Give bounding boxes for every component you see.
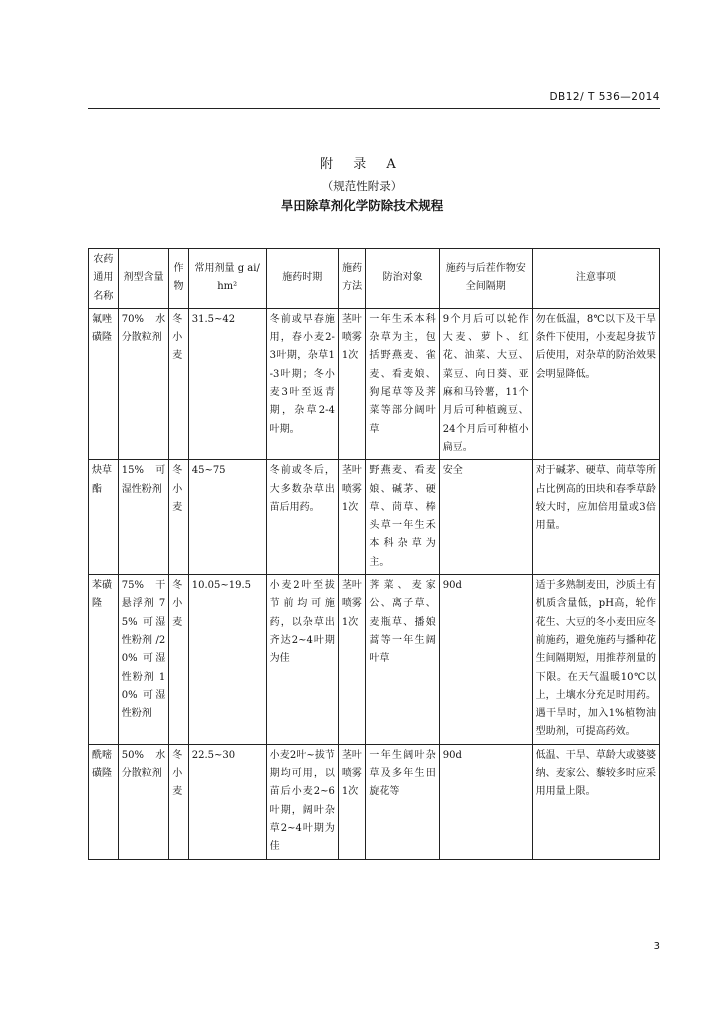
appendix-title: 附 录 A <box>320 157 404 172</box>
appendix-heading <box>0 156 724 215</box>
cell-notes: 对于碱茅、硬草、茼草等所占比例高的田块和春季草龄较大时，应加倍用量或3倍用量。 <box>532 460 659 575</box>
header-crop: 作物 <box>169 249 188 309</box>
header-notes: 注意事项 <box>532 249 659 309</box>
cell-dose: 10.05~19.5 <box>188 575 266 745</box>
cell-crop: 冬小麦 <box>169 460 188 575</box>
cell-formulation: 15% 可湿性粉剂 <box>118 460 168 575</box>
header-targets: 防治对象 <box>366 249 439 309</box>
table-row <box>89 308 660 459</box>
cell-method: 茎叶喷雾1次 <box>338 460 366 575</box>
cell-dose: 45~75 <box>188 460 266 575</box>
cell-formulation: 50% 水分散粒剂 <box>118 744 168 859</box>
cell-dose: 22.5~30 <box>188 744 266 859</box>
cell-interval: 安全 <box>439 460 532 575</box>
cell-notes: 低温、干旱、草龄大或婆婆纳、麦家公、藜较多时应采用用量上限。 <box>532 744 659 859</box>
header-pesticide-name: 农药通用名称 <box>89 249 119 309</box>
cell-timing: 小麦2叶至拔节前均可施药，以杂草出齐达2~4叶期为佳 <box>266 575 338 745</box>
cell-targets: 野燕麦、看麦娘、碱茅、硬草、茼草、棒头草一年生禾本科杂草为主。 <box>366 460 439 575</box>
cell-dose: 31.5~42 <box>188 308 266 459</box>
cell-timing: 冬前或早春施用，春小麦2-3叶期，杂草1-3叶期；冬小麦3叶至返青期，杂草2-4叶期。 <box>266 308 338 459</box>
header-interval: 施药与后茬作物安全间隔期 <box>439 249 532 309</box>
table-row <box>89 744 660 859</box>
cell-crop: 冬小麦 <box>169 308 188 459</box>
cell-crop: 冬小麦 <box>169 744 188 859</box>
header-method: 施药方法 <box>338 249 366 309</box>
cell-name: 酰嘧磺隆 <box>89 744 119 859</box>
header-timing: 施药时期 <box>266 249 338 309</box>
header-rule <box>88 108 660 109</box>
cell-targets: 一年生阔叶杂草及多年生田旋花等 <box>366 744 439 859</box>
cell-method: 茎叶喷雾1次 <box>338 575 366 745</box>
appendix-type: （规范性附录） <box>321 179 403 193</box>
cell-interval: 90d <box>439 744 532 859</box>
cell-notes: 适于多熟制麦田，沙质土有机质含量低，pH高，轮作花生、大豆的冬小麦田应冬前施药，避免施药与播种花生间隔期短，用推荐剂量的下限。在天气温暖10℃以上，土壤水分充足时用药。遇干旱时，加入1%植物油型助剂，可提高药效。 <box>532 575 659 745</box>
header-formulation: 剂型含量 <box>118 249 168 309</box>
herbicide-table <box>88 248 660 860</box>
table-header-row <box>89 249 660 309</box>
cell-name: 炔草酯 <box>89 460 119 575</box>
header-dose: 常用剂量 g ai/hm² <box>188 249 266 309</box>
page-number: 3 <box>653 941 660 952</box>
cell-timing: 小麦2叶~拔节期均可用，以苗后小麦2~6叶期，阔叶杂草2~4叶期为佳 <box>266 744 338 859</box>
cell-targets: 荠菜、麦家公、离子草、麦瓶草、播娘蒿等一年生阔叶草 <box>366 575 439 745</box>
cell-crop: 冬小麦 <box>169 575 188 745</box>
cell-name: 苯磺隆 <box>89 575 119 745</box>
cell-notes: 勿在低温，8℃以下及干旱条件下使用，小麦起身拔节后使用，对杂草的防治效果会明显降低。 <box>532 308 659 459</box>
cell-timing: 冬前或冬后，大多数杂草出苗后用药。 <box>266 460 338 575</box>
cell-method: 茎叶喷雾1次 <box>338 744 366 859</box>
cell-formulation: 70% 水分散粒剂 <box>118 308 168 459</box>
document-title: 旱田除草剂化学防除技术规程 <box>280 198 444 213</box>
cell-name: 氟唑磺隆 <box>89 308 119 459</box>
standard-code: DB12/ T 536—2014 <box>549 91 660 103</box>
cell-targets: 一年生禾本科杂草为主，包括野燕麦、雀麦、看麦娘、狗尾草等及荠菜等部分阔叶草 <box>366 308 439 459</box>
cell-interval: 90d <box>439 575 532 745</box>
cell-interval: 9个月后可以轮作大麦、萝卜、红花、油菜、大豆、菜豆、向日葵、亚麻和马铃薯，11个月后可种植豌豆、24个月后可种植小扁豆。 <box>439 308 532 459</box>
table-row <box>89 460 660 575</box>
table-row <box>89 575 660 745</box>
cell-formulation: 75% 干悬浮剂 75% 可湿性粉剂 /20% 可湿性粉剂 10% 可湿性粉剂 <box>118 575 168 745</box>
cell-method: 茎叶喷雾1次 <box>338 308 366 459</box>
